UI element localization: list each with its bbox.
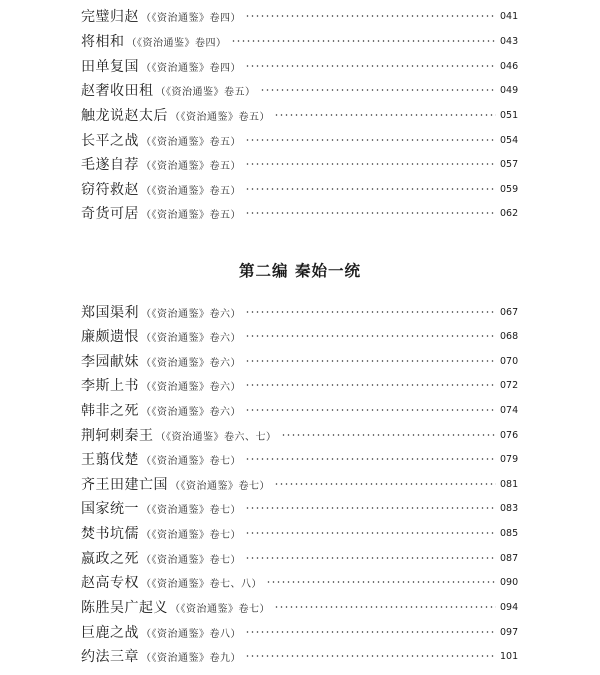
entry-page: 074 xyxy=(500,404,519,416)
toc-entry[interactable] xyxy=(81,400,518,420)
leader-dots xyxy=(274,114,496,116)
entry-title: 国家统一 xyxy=(81,501,139,517)
leader-dots xyxy=(245,15,496,17)
toc-entry[interactable] xyxy=(81,179,518,199)
entry-page: 067 xyxy=(500,306,519,318)
leader-dots xyxy=(274,483,496,485)
entry-page: 059 xyxy=(500,183,519,195)
toc-entry[interactable] xyxy=(81,326,518,346)
leader-dots xyxy=(260,89,497,91)
leader-dots xyxy=(245,335,496,337)
entry-source: （《资治通鉴》卷六、七） xyxy=(155,431,277,443)
entry-page: 043 xyxy=(500,35,519,47)
leader-dots xyxy=(245,360,496,362)
entry-source: （《资治通鉴》卷六） xyxy=(141,308,241,320)
leader-dots xyxy=(245,458,496,460)
entry-source: （《资治通鉴》卷四） xyxy=(126,37,227,49)
leader-dots xyxy=(245,188,496,190)
toc-entry[interactable] xyxy=(81,498,518,518)
leader-dots xyxy=(245,384,496,386)
entry-page: 062 xyxy=(500,207,519,219)
toc-entry[interactable] xyxy=(81,646,518,666)
entry-source: （《资治通鉴》卷八） xyxy=(141,628,241,640)
toc-entry[interactable] xyxy=(81,56,518,76)
toc-entry[interactable] xyxy=(81,548,518,568)
entry-page: 090 xyxy=(500,576,519,588)
entry-page: 054 xyxy=(500,134,519,146)
entry-title: 李斯上书 xyxy=(81,378,139,394)
entry-title: 毛遂自荐 xyxy=(81,157,139,173)
entry-source: （《资治通鉴》卷六） xyxy=(141,406,241,418)
entry-source: （《资治通鉴》卷七） xyxy=(141,504,241,516)
entry-title: 田单复国 xyxy=(81,59,139,75)
section-heading: 第二编 秦始一统 xyxy=(239,262,361,280)
entry-page: 076 xyxy=(500,429,519,441)
entry-source: （《资治通鉴》卷五） xyxy=(170,111,270,123)
entry-source: （《资治通鉴》卷五） xyxy=(155,86,256,98)
entry-page: 085 xyxy=(500,527,519,539)
leader-dots xyxy=(245,212,496,214)
entry-source: （《资治通鉴》卷六） xyxy=(141,381,241,393)
leader-dots xyxy=(245,631,496,633)
entry-title: 嬴政之死 xyxy=(81,551,139,567)
toc-entry[interactable] xyxy=(81,154,518,174)
entry-source: （《资治通鉴》卷五） xyxy=(141,160,241,172)
entry-title: 奇货可居 xyxy=(81,206,139,222)
entry-title: 陈胜吴广起义 xyxy=(81,600,168,616)
entry-title: 荆轲刺秦王 xyxy=(81,428,154,444)
entry-source: （《资治通鉴》卷七） xyxy=(141,554,241,566)
entry-source: （《资治通鉴》卷四） xyxy=(141,12,241,24)
entry-title: 王翦伐楚 xyxy=(81,452,139,468)
entry-title: 韩非之死 xyxy=(81,403,139,419)
leader-dots xyxy=(231,40,497,42)
entry-page: 101 xyxy=(500,650,519,662)
toc-entry[interactable] xyxy=(81,523,518,543)
entry-page: 083 xyxy=(500,502,519,514)
leader-dots xyxy=(266,581,496,583)
entry-page: 068 xyxy=(500,330,519,342)
entry-page: 081 xyxy=(500,478,519,490)
entry-source: （《资治通鉴》卷七、八） xyxy=(141,578,262,590)
toc-entry[interactable] xyxy=(81,474,518,494)
toc-entry[interactable] xyxy=(81,351,518,371)
entry-page: 057 xyxy=(500,158,519,170)
leader-dots xyxy=(274,606,496,608)
entry-title: 长平之战 xyxy=(81,133,139,149)
toc-entry[interactable] xyxy=(81,375,518,395)
toc-entry[interactable] xyxy=(81,425,518,445)
entry-page: 051 xyxy=(500,109,519,121)
leader-dots xyxy=(245,532,496,534)
entry-page: 041 xyxy=(500,10,519,22)
entry-title: 赵高专权 xyxy=(81,575,139,591)
entry-source: （《资治通鉴》卷七） xyxy=(141,455,241,467)
entry-source: （《资治通鉴》卷七） xyxy=(170,603,270,615)
entry-title: 将相和 xyxy=(81,34,125,50)
entry-title: 郑国渠利 xyxy=(81,305,139,321)
entry-source: （《资治通鉴》卷六） xyxy=(141,357,241,369)
leader-dots xyxy=(245,65,496,67)
entry-title: 焚书坑儒 xyxy=(81,526,139,542)
entry-page: 072 xyxy=(500,379,519,391)
entry-title: 李园献妹 xyxy=(81,354,139,370)
leader-dots xyxy=(245,163,496,165)
toc-entry[interactable] xyxy=(81,622,518,642)
toc-entry[interactable] xyxy=(81,80,518,100)
toc-entry[interactable] xyxy=(81,130,518,150)
entry-page: 046 xyxy=(500,60,519,72)
entry-title: 齐王田建亡国 xyxy=(81,477,168,493)
entry-page: 070 xyxy=(500,355,519,367)
entry-source: （《资治通鉴》卷七） xyxy=(170,480,270,492)
toc-entry[interactable] xyxy=(81,449,518,469)
toc-entry[interactable] xyxy=(81,31,518,51)
entry-page: 087 xyxy=(500,552,519,564)
entry-source: （《资治通鉴》卷五） xyxy=(141,136,241,148)
toc-entry[interactable] xyxy=(81,203,518,223)
entry-title: 触龙说赵太后 xyxy=(81,108,168,124)
entry-page: 094 xyxy=(500,601,519,613)
entry-title: 巨鹿之战 xyxy=(81,625,139,641)
toc-entry[interactable] xyxy=(81,6,518,26)
entry-source: （《资治通鉴》卷四） xyxy=(141,62,241,74)
toc-entry[interactable] xyxy=(81,302,518,322)
leader-dots xyxy=(245,557,496,559)
leader-dots xyxy=(245,311,496,313)
entry-title: 完璧归赵 xyxy=(81,9,139,25)
entry-source: （《资治通鉴》卷六） xyxy=(141,332,241,344)
entry-source: （《资治通鉴》卷九） xyxy=(141,652,241,664)
entry-page: 079 xyxy=(500,453,519,465)
leader-dots xyxy=(245,655,496,657)
leader-dots xyxy=(245,139,496,141)
leader-dots xyxy=(245,507,496,509)
toc-entry[interactable] xyxy=(81,572,518,592)
entry-source: （《资治通鉴》卷七） xyxy=(141,529,241,541)
entry-source: （《资治通鉴》卷五） xyxy=(141,185,241,197)
entry-title: 窃符救赵 xyxy=(81,182,139,198)
leader-dots xyxy=(245,409,496,411)
toc-entry[interactable] xyxy=(81,105,518,125)
entry-page: 049 xyxy=(500,84,519,96)
entry-source: （《资治通鉴》卷五） xyxy=(141,209,241,221)
entry-title: 约法三章 xyxy=(81,649,139,665)
entry-title: 赵奢收田租 xyxy=(81,83,154,99)
entry-title: 廉颇遗恨 xyxy=(81,329,139,345)
entry-page: 097 xyxy=(500,626,519,638)
leader-dots xyxy=(281,434,497,436)
toc-entry[interactable] xyxy=(81,597,518,617)
